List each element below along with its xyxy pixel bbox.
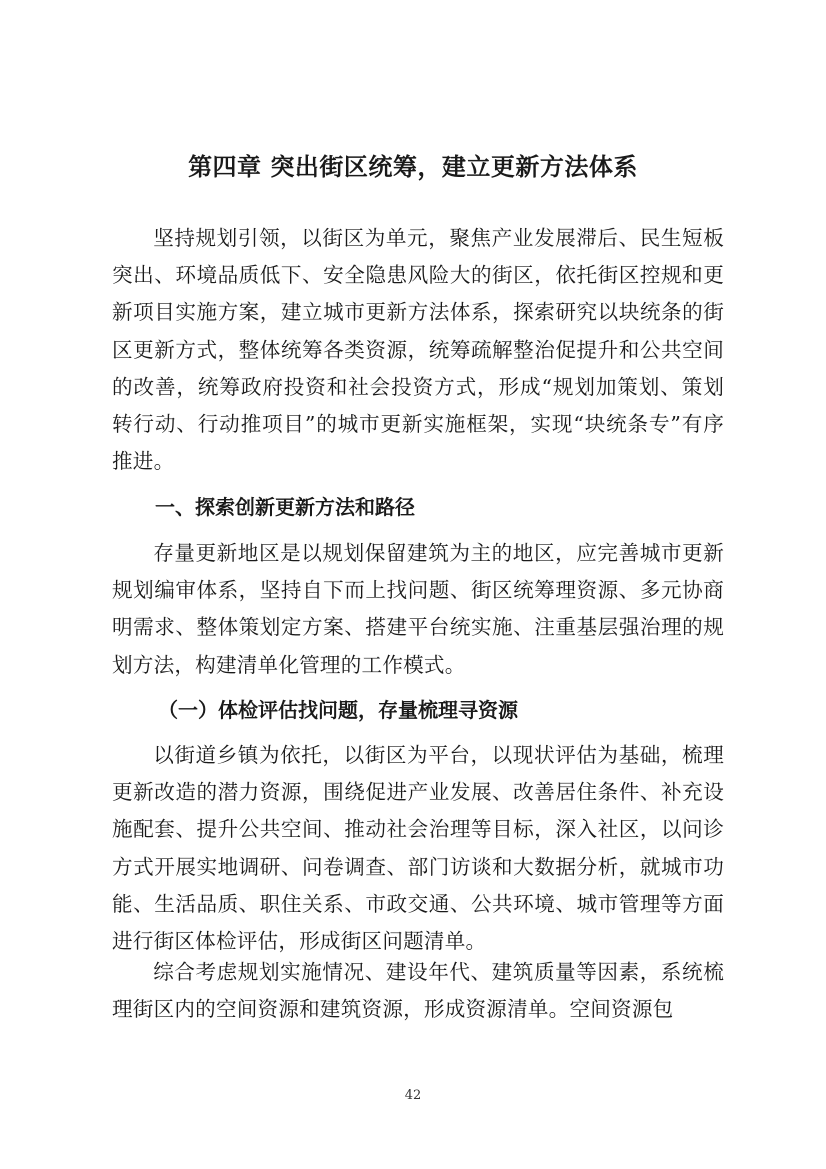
chapter-title: 第四章 突出街区统筹，建立更新方法体系 [188, 153, 638, 181]
subsection-heading: （一）体检评估找问题，存量梳理寻资源 [158, 698, 518, 722]
section-heading: 一、探索创新更新方法和路径 [155, 495, 415, 519]
page-number: 42 [404, 1088, 422, 1103]
subsection-paragraph-2: 综合考虑规划实施情况、建设年代、建筑质量等因素，系统梳理街区内的空间资源和建筑资源，形成资源清单。空间资源包 [112, 960, 724, 1022]
subsection-paragraph-1: 以街道乡镇为依托，以街区为平台，以现状评估为基础，梳理更新改造的潜力资源，围绕促进产业发展、改善居住条件、补充设施配套、提升公共空间、推动社会治理等目标，深入社区，以问诊方式开展实地调研、问卷调查、部门访谈和大数据分析，就城市功能、生活品质、职住关系、市政交通、公共环境、城市管理等方面进行街区体检评估，形成街区问题清单。 [112, 743, 724, 954]
section-paragraph: 存量更新地区是以规划保留建筑为主的地区，应完善城市更新规划编审体系，坚持自下而上找问题、街区统筹理资源、多元协商明需求、整体策划定方案、搭建平台统实施、注重基层强治理的规划方法，构建清单化管理的工作模式。 [112, 541, 724, 677]
intro-paragraph: 坚持规划引领，以街区为单元，聚焦产业发展滞后、民生短板突出、环境品质低下、安全隐患风险大的街区，依托街区控规和更新项目实施方案，建立城市更新方法体系，探索研究以块统条的街区更新方式，整体统筹各类资源，统筹疏解整治促提升和公共空间的改善，统筹政府投资和社会投资方式，形成“规划加策划、策划转行动、行动推项目”的城市更新实施框架，实现“块统条专”有序推进。 [112, 226, 724, 474]
